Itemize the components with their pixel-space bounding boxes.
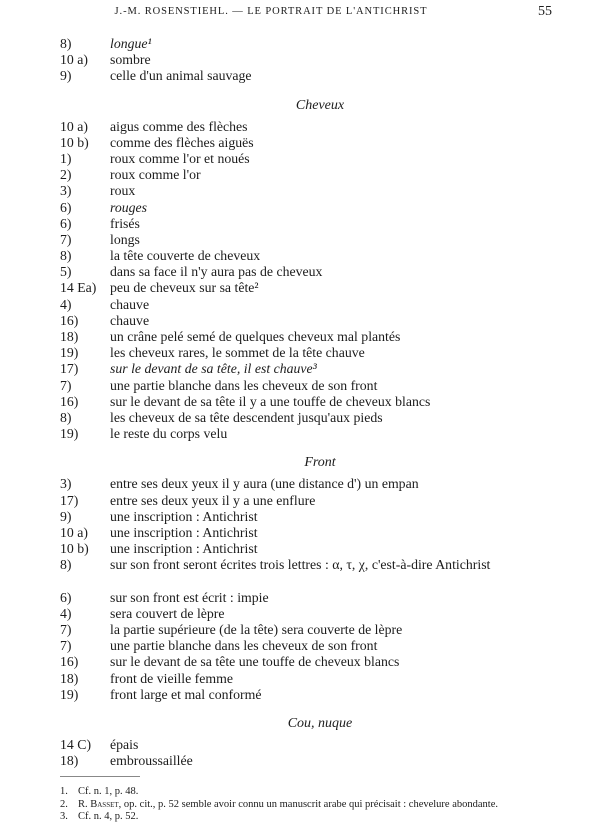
item-number: 18): [60, 329, 79, 344]
list-item: [60, 361, 560, 377]
list-item: [60, 200, 560, 216]
item-number: 8): [60, 248, 72, 264]
list-item: [60, 216, 560, 232]
list-item: [60, 329, 560, 345]
list-item: [60, 638, 560, 654]
item-number: 10 a): [60, 524, 88, 540]
list-item: [60, 345, 560, 361]
footnote-text: Cf. n. 1, p. 48.: [78, 786, 139, 797]
list-item: [60, 671, 560, 687]
item-number: 16): [60, 312, 79, 328]
item-text: aigus comme des flèches: [110, 118, 248, 134]
item-text: chauve: [110, 296, 150, 312]
item-number: 17): [60, 361, 79, 377]
section-heading-cheveux: Cheveux: [295, 97, 345, 113]
list-item: [60, 426, 560, 442]
item-text: celle d'un animal sauvage: [110, 68, 252, 84]
item-text: dans sa face il n'y aura pas de cheveux: [110, 264, 323, 280]
list-item: [60, 167, 560, 183]
item-text: le reste du corps velu: [110, 426, 228, 442]
item-text: embroussaillée: [110, 753, 193, 769]
item-number: 8): [60, 36, 72, 51]
item-text: chauve: [110, 312, 150, 328]
item-text: sur le devant de sa tête il y a une touffe de cheveux blancs: [110, 393, 431, 409]
list-item: [60, 509, 560, 525]
item-number: 7): [60, 377, 72, 393]
page-number: 55: [538, 4, 552, 19]
item-number: 9): [60, 68, 72, 84]
item-number: 10 b): [60, 541, 89, 557]
footnote-text: Cf. n. 4, p. 52.: [78, 811, 139, 822]
item-text: épais: [110, 736, 139, 752]
list-item: [60, 183, 560, 199]
body-text: [60, 36, 560, 769]
item-number: 14 C): [60, 736, 92, 752]
item-text: longue¹: [110, 36, 152, 51]
list-item: [60, 394, 560, 410]
item-text: les cheveux rares, le sommet de la tête chauve: [110, 345, 365, 361]
item-number: 6): [60, 215, 72, 231]
item-number: 8): [60, 557, 72, 573]
item-text: la tête couverte de cheveux: [110, 248, 261, 264]
item-text: front large et mal conformé: [110, 686, 262, 702]
section-heading-cou-nuque: Cou, nuque: [287, 715, 353, 731]
item-text: entre ses deux yeux il y aura (une distance d') un empan: [110, 476, 419, 492]
list-item: [60, 606, 560, 622]
section-list-cou-nuque: [60, 737, 560, 769]
list-item: [60, 476, 560, 492]
list-item: [60, 590, 560, 606]
item-number: 10 a): [60, 118, 88, 134]
item-number: 17): [60, 492, 79, 508]
item-text: rouges: [110, 199, 148, 215]
item-number: 5): [60, 264, 72, 280]
item-text: roux: [110, 183, 136, 199]
footnote-1: [60, 786, 556, 799]
item-text: les cheveux de sa tête descendent jusqu'aux pieds: [110, 409, 383, 425]
section-list-front: [60, 476, 560, 703]
item-text: une inscription : Antichrist: [110, 524, 258, 540]
list-item: [60, 687, 560, 703]
item-number: 7): [60, 638, 72, 654]
item-number: 4): [60, 605, 72, 621]
item-number: 18): [60, 753, 79, 769]
item-number: 8): [60, 409, 72, 425]
section-list-cheveux: [60, 119, 560, 443]
item-text: comme des flèches aiguës: [110, 134, 254, 150]
list-item: [60, 493, 560, 509]
list-item: [60, 151, 560, 167]
footnote-divider: [60, 776, 140, 777]
list-item: [60, 36, 560, 52]
item-number: 10 b): [60, 134, 89, 150]
item-text: frisés: [110, 215, 140, 231]
item-text: roux comme l'or: [110, 167, 201, 183]
section-heading-front: Front: [304, 455, 336, 471]
item-number: 19): [60, 426, 79, 442]
item-text: une inscription : Antichrist: [110, 541, 258, 557]
footnotes: [60, 786, 556, 824]
item-text: une partie blanche dans les cheveux de son front: [110, 638, 378, 654]
footnote-3: [60, 811, 556, 824]
item-number: 19): [60, 686, 79, 702]
list-item: [60, 753, 560, 769]
item-text: sur son front est écrit : impie: [110, 589, 269, 605]
item-text: peu de cheveux sur sa tête²: [110, 280, 259, 296]
list-item: [60, 232, 560, 248]
list-item: [60, 557, 560, 589]
item-number: 9): [60, 508, 72, 524]
item-text: sur son front seront écrites trois lettres : α, τ, χ, c'est-à-dire Antichrist: [110, 557, 491, 573]
item-number: 7): [60, 231, 72, 247]
item-text: une partie blanche dans les cheveux de son front: [110, 377, 378, 393]
list-item: [60, 378, 560, 394]
item-text: un crâne pelé semé de quelques cheveux mal plantés: [110, 329, 401, 344]
list-item: [60, 737, 560, 753]
list-item: [60, 525, 560, 541]
list-item: [60, 297, 560, 313]
list-item: [60, 135, 560, 151]
list-item: [60, 313, 560, 329]
item-number: 16): [60, 654, 79, 670]
list-item: [60, 68, 560, 84]
item-text: sur le devant de sa tête une touffe de cheveux blancs: [110, 654, 400, 670]
item-text: front de vieille femme: [110, 670, 233, 686]
item-number: 16): [60, 393, 79, 409]
list-item: [60, 410, 560, 426]
footnote-number: 3.: [60, 811, 68, 822]
item-text: roux comme l'or et noués: [110, 150, 250, 166]
running-title: J.-M. ROSENSTIEHL. — LE PORTRAIT DE L'ANTICHRIST: [114, 6, 428, 17]
item-number: 2): [60, 167, 72, 183]
footnote-author: R. Basset,: [78, 798, 122, 810]
footnote-number: 2.: [60, 798, 68, 810]
item-number: 18): [60, 670, 79, 686]
item-number: 4): [60, 296, 72, 312]
item-text: sera couvert de lèpre: [110, 605, 225, 621]
item-number: 1): [60, 150, 72, 166]
list-item: [60, 248, 560, 264]
list-item: [60, 654, 560, 670]
item-text: sur le devant de sa tête, il est chauve³: [110, 361, 317, 377]
list-item: [60, 541, 560, 557]
list-item: [60, 264, 560, 280]
item-text: sombre: [110, 52, 151, 68]
item-text: longs: [110, 231, 140, 247]
list-item: [60, 280, 560, 296]
footnote-number: 1.: [60, 786, 68, 797]
intro-list: [60, 36, 560, 85]
item-number: 10 a): [60, 52, 88, 68]
list-item: [60, 119, 560, 135]
item-number: 3): [60, 183, 72, 199]
running-header: [0, 4, 606, 24]
item-text: une inscription : Antichrist: [110, 508, 258, 524]
item-text: la partie supérieure (de la tête) sera couverte de lèpre: [110, 622, 403, 638]
item-number: 7): [60, 622, 72, 638]
list-item: [60, 622, 560, 638]
list-item: [60, 52, 560, 68]
footnote-text: op. cit., p. 52 semble avoir connu un manuscrit arabe qui précisait : chevelure abondante.: [123, 798, 498, 810]
footnote-2: [60, 799, 556, 812]
item-number: 14 Ea): [60, 280, 97, 296]
item-number: 3): [60, 476, 72, 492]
item-text: entre ses deux yeux il y a une enflure: [110, 492, 316, 508]
item-number: 6): [60, 589, 72, 605]
item-number: 19): [60, 345, 79, 361]
item-number: 6): [60, 199, 72, 215]
